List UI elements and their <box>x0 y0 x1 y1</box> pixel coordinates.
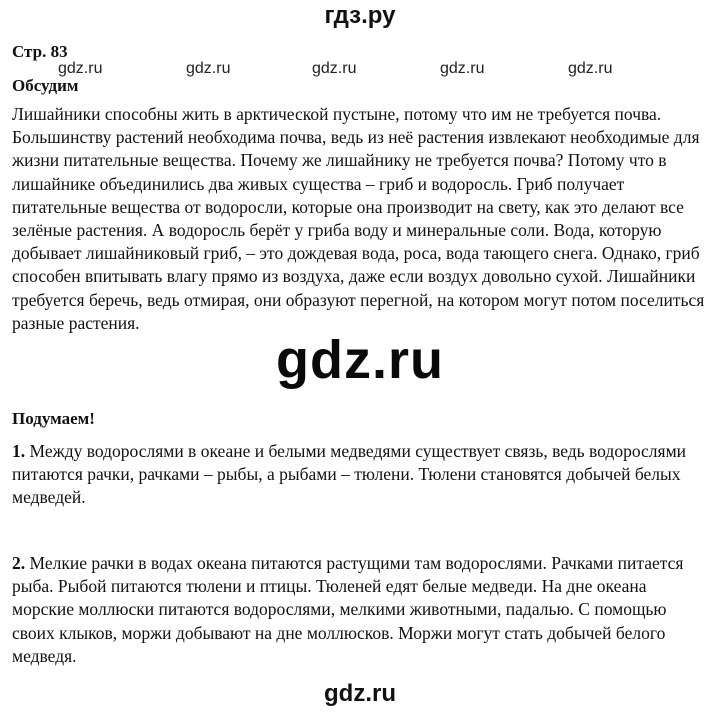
watermark-small: gdz.ru <box>58 60 103 77</box>
answer-item-2 <box>12 552 712 668</box>
site-header-logo: гдз.ру <box>324 2 396 29</box>
answer-number: 2. <box>12 553 26 573</box>
watermark-large: gdz.ru <box>276 330 444 390</box>
watermark-footer: gdz.ru <box>324 680 396 707</box>
discuss-paragraph: Лишайники способны жить в арктической пустыне, потому что им не требуется почва. Большинству растений необходима почва, ведь из неё растения извлекают необходимые для жизни питательные вещества. Почему же лишайнику не требуется почва? Потому что в лишайнике объединились два живых существа – гриб и водоросль. Гриб получает питательные вещества от водоросли, которые она производит на свету, как это делают все зелёные растения. А водоросль берёт у гриба воду и минеральные соли. Вода, которую добывает лишайниковый гриб, – это дождевая вода, роса, вода тающего снега. Однако, гриб способен впитывать влагу прямо из воздуха, даже если воздух довольно сухой. Лишайники требуется беречь, ведь отмирая, они образуют перегной, на котором могут потом поселиться разные растения. <box>12 104 705 333</box>
page-reference: Стр. 83 <box>12 42 68 61</box>
watermark-small: gdz.ru <box>312 60 357 77</box>
answer-item-1 <box>12 440 712 510</box>
answer-text: Между водорослями в океане и белыми медведями существует связь, ведь водорослями питаются рачки, рачками – рыбы, а рыбами – тюлени. Тюлени становятся добычей белых медведей. <box>12 441 687 508</box>
watermark-small: gdz.ru <box>186 60 231 77</box>
watermark-small: gdz.ru <box>568 60 613 77</box>
section-heading-think: Подумаем! <box>12 409 95 428</box>
watermark-row <box>0 59 720 79</box>
answer-text: Мелкие рачки в водах океана питаются растущими там водорослями. Рачками питается рыба. Рыбой питаются тюлени и птицы. Тюленей едят белые медведи. На дне океана морские моллюски питаются водорослями, мелкими животными, падалью. С помощью своих клыков, моржи добывают на дне моллюсков. Моржи могут стать добычей белого медведя. <box>12 553 684 666</box>
answer-number: 1. <box>12 441 26 461</box>
watermark-small: gdz.ru <box>440 60 485 77</box>
section-heading-discuss: Обсудим <box>12 76 79 95</box>
